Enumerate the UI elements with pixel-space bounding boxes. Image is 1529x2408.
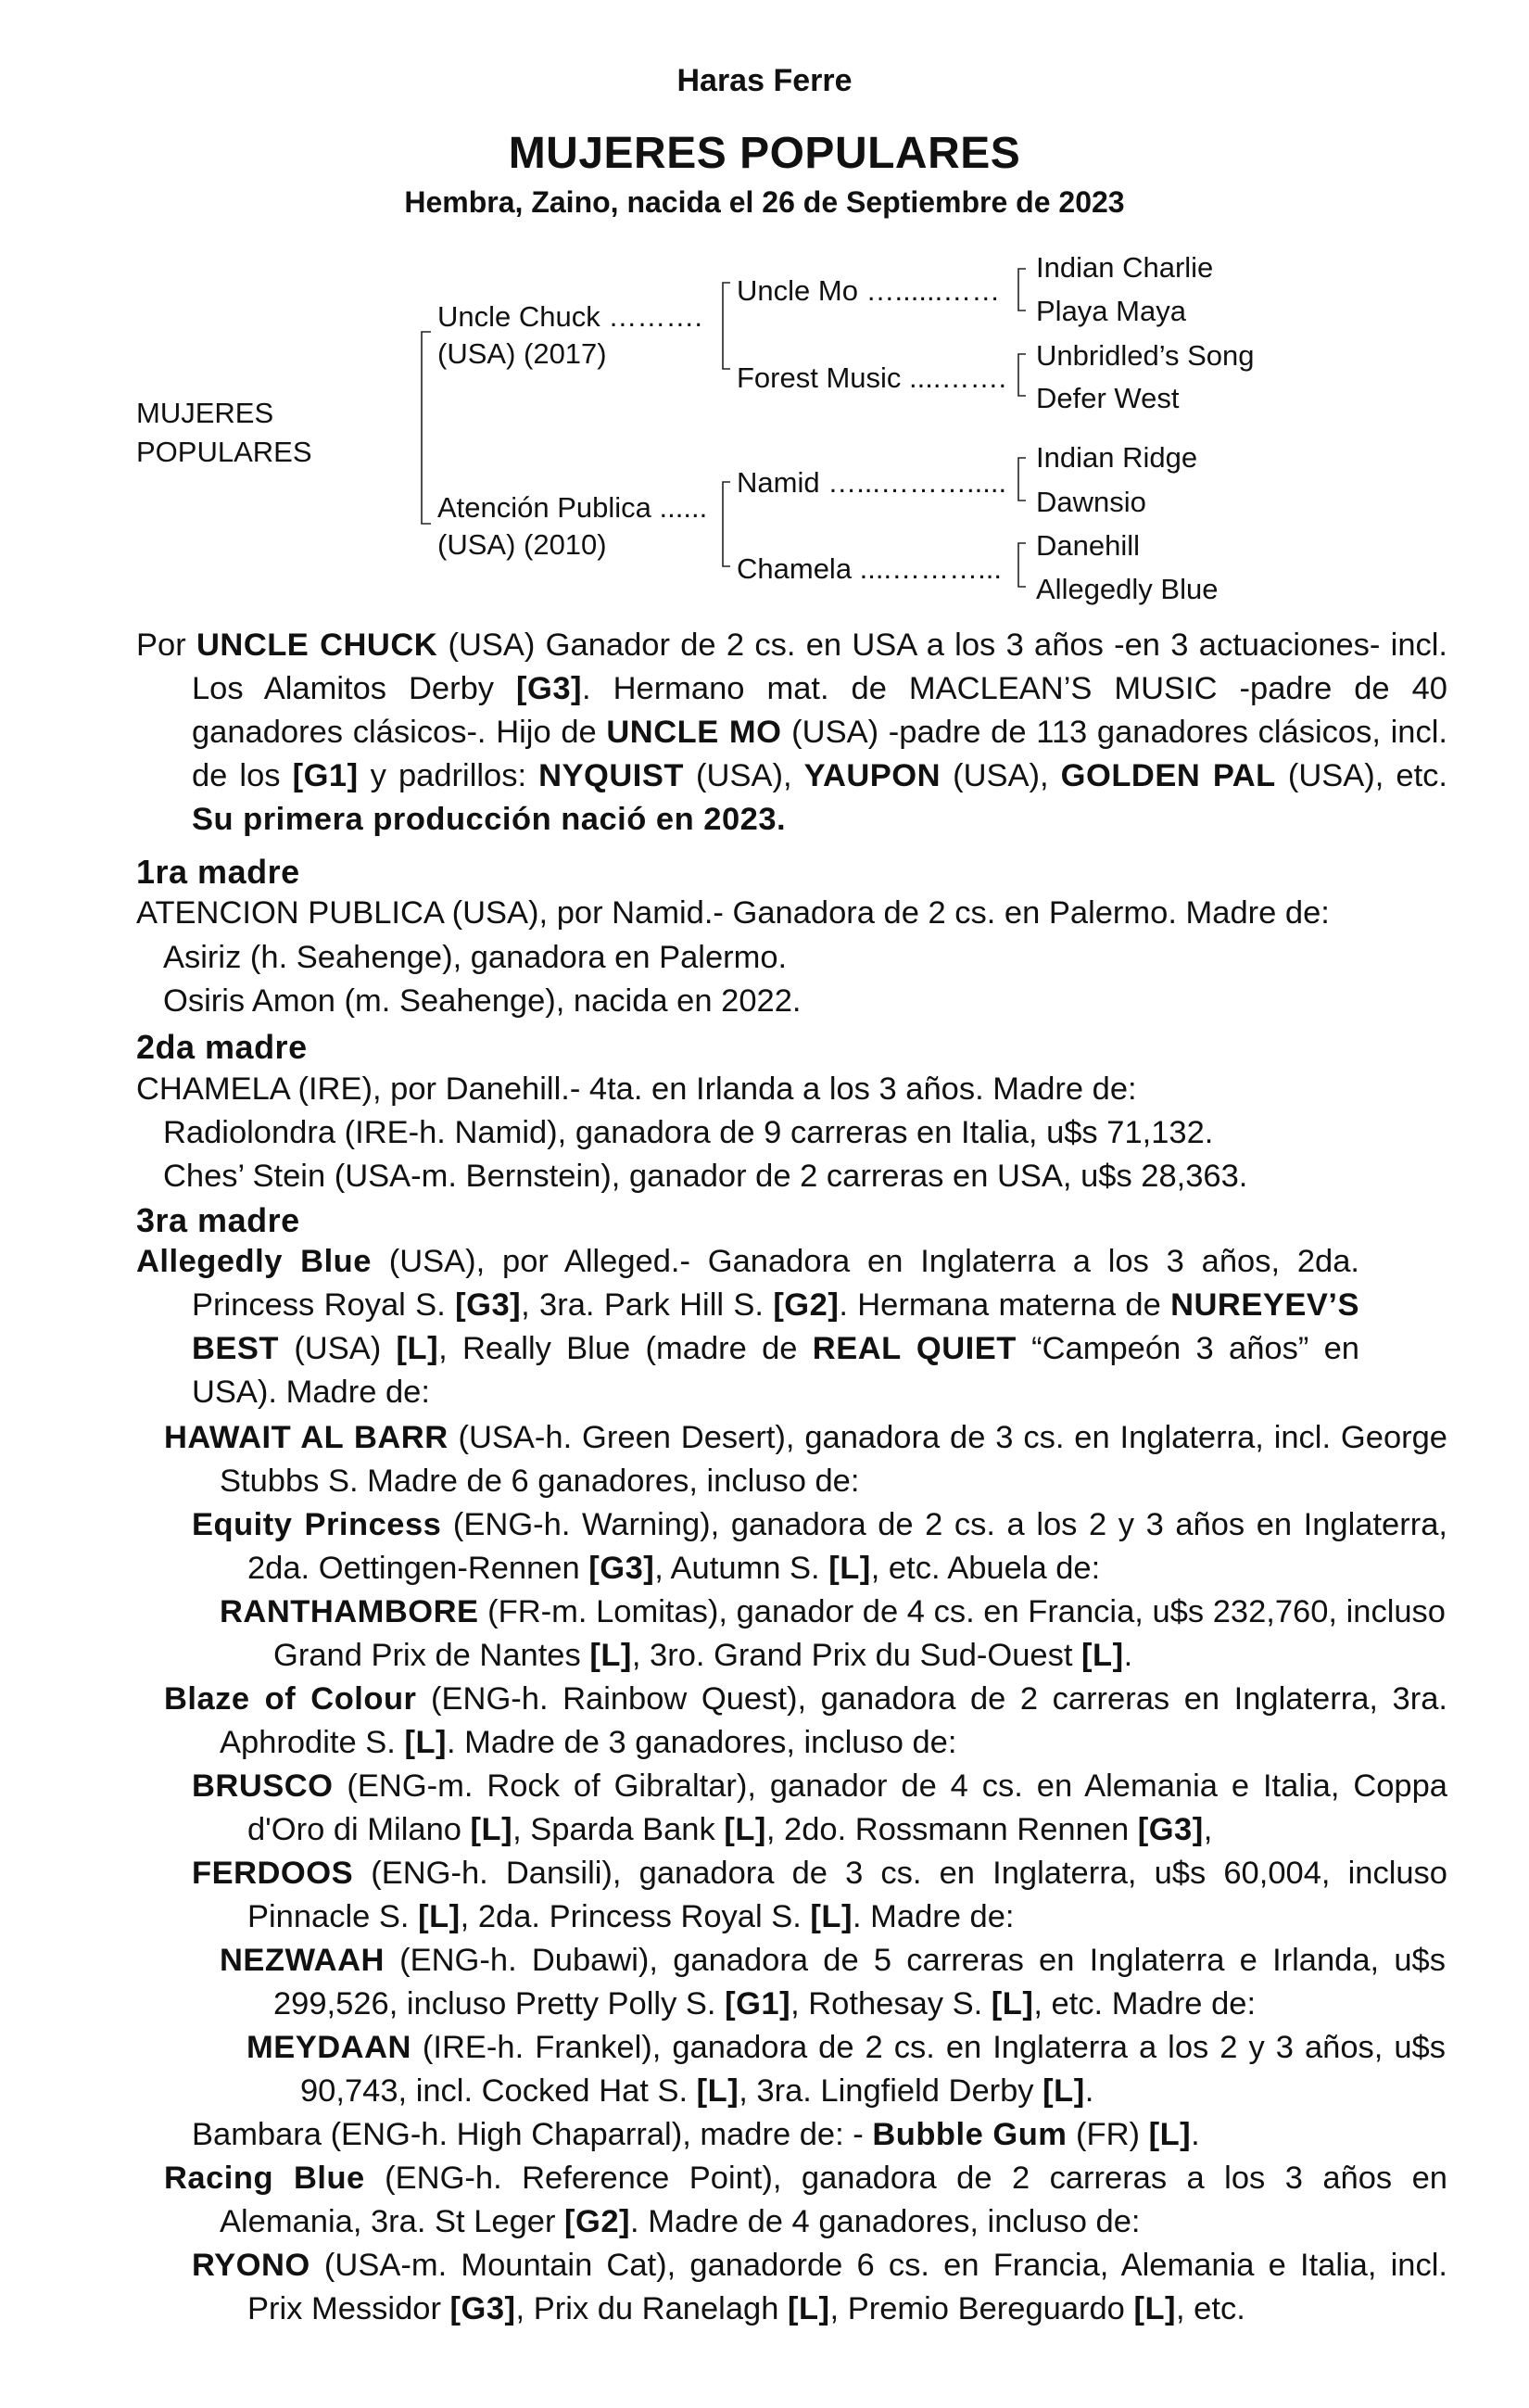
third-dam-heading: 3ra madre — [136, 1201, 300, 1239]
first-dam-line: ATENCION PUBLICA (USA), por Namid.- Ganadora de 2 cs. en Palermo. Madre de: — [136, 895, 1330, 931]
pedigree-subject — [136, 394, 312, 472]
first-dam-produce: Asiriz (h. Seahenge), ganadora en Palermo. — [163, 940, 788, 975]
sire-paragraph: Por UNCLE CHUCK (USA) Ganador de 2 cs. en USA a los 3 años -en 3 actuaciones- incl. Los Alamitos Derby [G3]. Hermano mat. de MACLEAN’S MUSIC -padre de 40 ganadores clásicos-. Hijo de UNCLE MO (USA) -padre de 113 ganadores clásicos, incl. de los [G1] y padrillos: NYQUIST (USA), YAUPON (USA), GOLDEN PAL (USA), etc. Su primera producción nació en 2023. — [136, 627, 1448, 837]
pedigree-subject-line2: POPULARES — [136, 436, 312, 468]
produce-racing-blue: Racing Blue (ENG-h. Reference Point), ganadora de 2 carreras a los 3 años en Alemania, 3ra. St Leger [G2]. Madre de 4 ganadores, incluso de: — [164, 2161, 1447, 2239]
produce-bambara: Bambara (ENG-h. High Chaparral), madre de: - Bubble Gum (FR) [L]. — [192, 2117, 1200, 2152]
produce-equity-princess: Equity Princess (ENG-h. Warning), ganadora de 2 cs. a los 2 y 3 años en Inglaterra, 2da. Oettingen-Rennen [G3], Autumn S. [L], etc. Abuela de: — [192, 1507, 1447, 1586]
pedigree-dam-dam: Chamela ....………... — [737, 552, 1002, 585]
pedigree-dss: Indian Ridge — [1036, 441, 1198, 474]
pedigree-dam: Atención Publica ...... — [437, 491, 708, 524]
first-dam-heading: 1ra madre — [136, 853, 300, 891]
second-dam-produce: Ches’ Stein (USA-m. Bernstein), ganador de 2 carreras en USA, u$s 28,363. — [163, 1159, 1248, 1194]
pedigree-sire-sire: Uncle Mo …......…… — [737, 274, 1001, 307]
second-dam-heading: 2da madre — [136, 1028, 308, 1066]
pedigree-sds: Unbridled’s Song — [1036, 339, 1255, 372]
horse-name-title: MUJERES POPULARES — [508, 129, 1021, 178]
produce-blaze-of-colour: Blaze of Colour (ENG-h. Rainbow Quest), ganadora de 2 carreras en Inglaterra, 3ra. Aphrodite S. [L]. Madre de 3 ganadores, incluso de: — [164, 1681, 1447, 1760]
second-dam-produce: Radiolondra (IRE-h. Namid), ganadora de 9 carreras en Italia, u$s 71,132. — [163, 1115, 1214, 1150]
produce-ferdoos: FERDOOS (ENG-h. Dansili), ganadora de 3 cs. en Inglaterra, u$s 60,004, incluso Pinnacle S. [L], 2da. Princess Royal S. [L]. Madre de: — [192, 1856, 1447, 1934]
breeder-name: Haras Ferre — [676, 63, 853, 98]
produce-hawait-al-barr: HAWAIT AL BARR (USA-h. Green Desert), ganadora de 3 cs. en Inglaterra, incl. George Stubbs S. Madre de 6 ganadores, incluso de: — [164, 1420, 1447, 1499]
pedigree-lines — [0, 0, 1529, 630]
produce-ranthambore: RANTHAMBORE (FR-m. Lomitas), ganador de 4 cs. en Francia, u$s 232,760, incluso Grand Prix de Nantes [L], 3ro. Grand Prix du Sud-Ouest [L]. — [220, 1594, 1446, 1673]
pedigree-dam-detail: (USA) (2010) — [437, 528, 607, 561]
pedigree-sire: Uncle Chuck ………. — [437, 300, 702, 333]
pedigree-dsd: Dawnsio — [1036, 486, 1146, 518]
produce-brusco: BRUSCO (ENG-m. Rock of Gibraltar), ganador de 4 cs. en Alemania e Italia, Coppa d'Oro di Milano [L], Sparda Bank [L], 2do. Rossmann Rennen [G3], — [192, 1768, 1447, 1847]
horse-subtitle: Hembra, Zaino, nacida el 26 de Septiembre de 2023 — [404, 185, 1125, 219]
pedigree-ddd: Allegedly Blue — [1036, 573, 1219, 605]
pedigree-ssd: Playa Maya — [1036, 295, 1186, 327]
pedigree-dam-sire: Namid …...………..... — [737, 466, 1007, 499]
pedigree-sdd: Defer West — [1036, 382, 1180, 414]
pedigree-subject-line1: MUJERES — [136, 397, 274, 429]
third-dam-allegedly-blue: Allegedly Blue (USA), por Alleged.- Ganadora en Inglaterra a los 3 años, 2da. Princess Royal S. [G3], 3ra. Park Hill S. [G2]. Hermana materna de NUREYEV’S BEST (USA) [L], Really Blue (madre de REAL QUIET “Campeón 3 años” en USA). Madre de: — [136, 1244, 1359, 1410]
produce-meydaan: MEYDAAN (IRE-h. Frankel), ganadora de 2 cs. en Inglaterra a los 2 y 3 años, u$s 90,743, incl. Cocked Hat S. [L], 3ra. Lingfield Derby [L]. — [246, 2030, 1446, 2109]
produce-nezwaah: NEZWAAH (ENG-h. Dubawi), ganadora de 5 carreras en Inglaterra e Irlanda, u$s 299,526, incluso Pretty Polly S. [G1], Rothesay S. [L], etc. Madre de: — [220, 1943, 1446, 2021]
pedigree-sire-dam: Forest Music ....……. — [737, 361, 1007, 394]
pedigree-dds: Danehill — [1036, 529, 1141, 562]
pedigree-sire-detail: (USA) (2017) — [437, 337, 607, 370]
produce-ryono: RYONO (USA-m. Mountain Cat), ganadorde 6 cs. en Francia, Alemania e Italia, incl. Prix Messidor [G3], Prix du Ranelagh [L], Premio Bereguardo [L], etc. — [192, 2248, 1447, 2326]
second-dam-line: CHAMELA (IRE), por Danehill.- 4ta. en Irlanda a los 3 años. Madre de: — [136, 1071, 1137, 1107]
pedigree-sss: Indian Charlie — [1036, 251, 1214, 284]
first-dam-produce: Osiris Amon (m. Seahenge), nacida en 2022. — [163, 983, 802, 1019]
